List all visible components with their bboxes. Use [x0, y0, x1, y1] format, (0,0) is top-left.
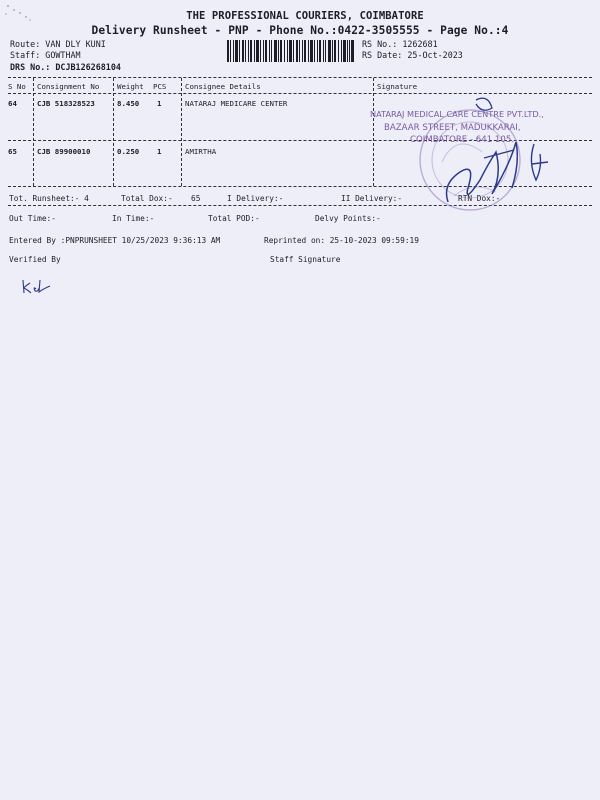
- row-consignment: CJB 518328523: [37, 99, 95, 108]
- tot-runsheet: Tot. Runsheet:- 4: [9, 194, 89, 203]
- company-title: THE PROFESSIONAL COURIERS, COIMBATORE: [186, 10, 424, 22]
- ii-delivery: II Delivery:-: [341, 194, 403, 203]
- entered-by: Entered By :PNPRUNSHEET 10/25/2023 9:36:13 AM: [9, 236, 221, 245]
- header-weight: Weight: [117, 82, 144, 91]
- out-time: Out Time:-: [9, 214, 56, 223]
- total-pod: Total POD:-: [208, 214, 260, 223]
- header-signature: Signature: [377, 82, 418, 91]
- stamp-street: BAZAAR STREET, MADUKKARAI,: [384, 123, 521, 133]
- handwritten-initials: [20, 277, 54, 295]
- in-time: In Time:-: [112, 214, 155, 223]
- i-delivery: I Delivery:-: [227, 194, 284, 203]
- col-divider: [113, 78, 114, 186]
- barcode: [227, 40, 354, 62]
- row-weight: 0.250: [117, 147, 140, 156]
- header-consignment: Consignment No: [37, 82, 100, 91]
- row-pcs: 1: [157, 99, 162, 108]
- verified-by: Verified By: [9, 255, 61, 264]
- stamp-city: COIMBATORE - 641 105.: [410, 135, 515, 145]
- rtn-dox: RTN Dox:-: [458, 194, 501, 203]
- row-consignee: AMIRTHA: [185, 147, 217, 156]
- rs-date: RS Date: 25-Oct-2023: [362, 50, 463, 60]
- total-dox-value: 65: [191, 194, 201, 203]
- reprinted-on: Reprinted on: 25-10-2023 09:59:19: [264, 236, 419, 245]
- delvy-points: Delvy Points:-: [315, 214, 381, 223]
- col-divider: [181, 78, 182, 186]
- staff-signature-label: Staff Signature: [270, 255, 341, 264]
- col-divider: [33, 78, 34, 186]
- row-consignee: NATARAJ MEDICARE CENTER: [185, 99, 288, 108]
- row-sno: 65: [8, 147, 17, 156]
- header-sno: S No: [8, 82, 26, 91]
- row-weight: 8.450: [117, 99, 140, 108]
- total-dox-label: Total Dox:-: [121, 194, 173, 203]
- company-stamp: [364, 92, 592, 220]
- drs-number: DRS No.: DCJB126268104: [10, 62, 121, 72]
- table-top-rule: [8, 77, 592, 78]
- stamp-company-name: NATARAJ MEDICAL CARE CENTRE PVT.LTD.,: [370, 109, 544, 119]
- header-consignee: Consignee Details: [185, 82, 261, 91]
- staff-label: Staff: GOWTHAM: [10, 50, 81, 60]
- route-label: Route: VAN DLY KUNI: [10, 39, 106, 49]
- row-sno: 64: [8, 99, 17, 108]
- row-consignment: CJB 89900010: [37, 147, 91, 156]
- header-pcs: PCS: [153, 82, 167, 91]
- rs-number: RS No.: 1262681: [362, 39, 438, 49]
- row-pcs: 1: [157, 147, 162, 156]
- runsheet-subtitle: Delivery Runsheet - PNP - Phone No.:0422-3505555 - Page No.:4: [91, 24, 509, 37]
